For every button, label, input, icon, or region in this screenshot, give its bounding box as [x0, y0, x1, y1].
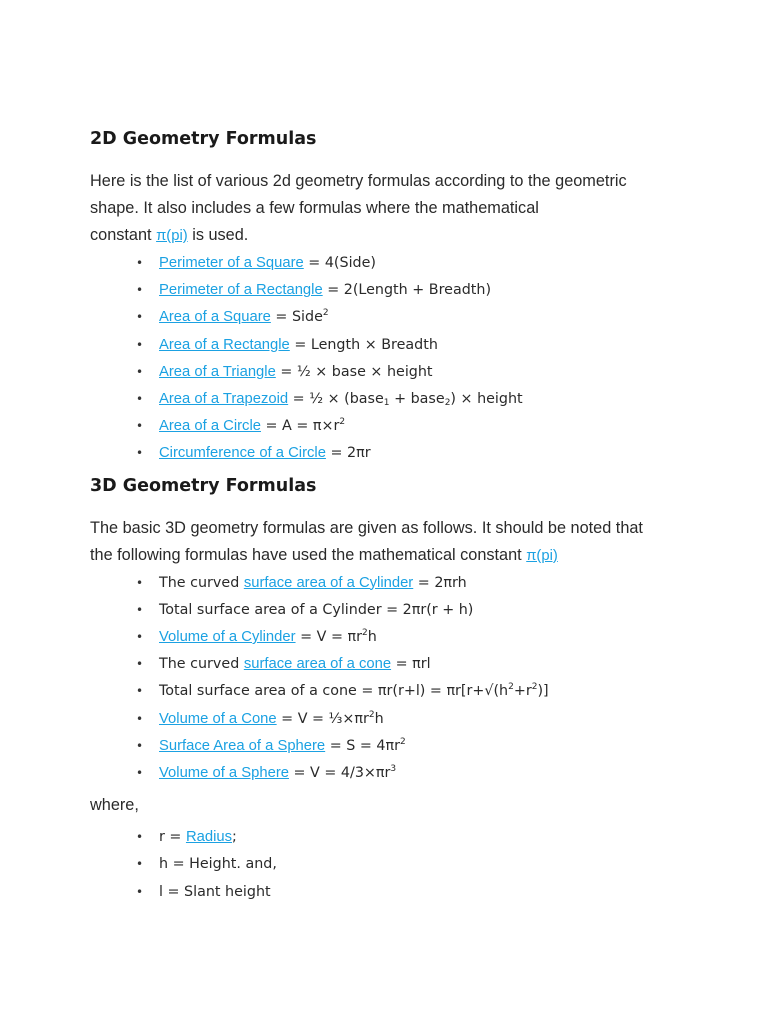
formula-text: + base [389, 391, 445, 408]
pi-link[interactable]: π(pi) [526, 547, 558, 564]
surface-area-sphere-link[interactable]: Surface Area of a Sphere [159, 737, 326, 754]
intro-3d-paragraph [90, 515, 680, 570]
area-circle-link[interactable]: Area of a Circle [159, 418, 261, 435]
formula-text: = V = πr [295, 629, 362, 646]
list-item [159, 624, 680, 651]
list-item [159, 277, 680, 304]
subscript: 2 [444, 398, 451, 409]
pi-link[interactable]: π(pi) [156, 228, 188, 244]
intro-2d-line3-pre: constant [90, 226, 157, 244]
formula-text: Total surface area of a Cylinder = 2πr(r + h) [159, 601, 474, 618]
volume-cone-link[interactable]: Volume of a Cone [159, 710, 277, 727]
formula-text: = Side [270, 309, 323, 326]
circumference-circle-link[interactable]: Circumference of a Circle [159, 445, 326, 462]
intro-2d-line1: Here is the list of various 2d geometry formulas according to the geometric [90, 172, 627, 190]
superscript: 2 [339, 417, 346, 428]
formula-text: = Length × Breadth [289, 336, 438, 353]
intro-3d-line2-pre: the following formulas have used the mathematical constant [90, 545, 527, 564]
formula-text: h [374, 710, 384, 727]
formula-text: = S = 4πr [325, 737, 400, 754]
where-label: where, [90, 796, 139, 815]
formula-text: h = Height. and, [159, 856, 277, 873]
intro-2d-line3-post: is used. [187, 226, 249, 244]
intro-3d-line1: The basic 3D geometry formulas are given as follows. It should be noted that [90, 518, 643, 537]
formula-text: = πrl [391, 656, 431, 673]
formula-text: h [367, 629, 377, 646]
formula-text: = A = π×r [260, 418, 340, 435]
list-item [159, 879, 680, 906]
formula-text: = ½ × base × height [275, 363, 433, 380]
list-item [159, 304, 680, 331]
subscript: 1 [383, 398, 390, 409]
formula-text: = V = ⅓×πr [276, 710, 369, 727]
list-item [159, 678, 680, 705]
formula-text: Total surface area of a cone = πr(r+l) = πr[r+√(h [159, 683, 509, 700]
list-item [159, 386, 680, 413]
formula-text: = ½ × (base [288, 391, 384, 408]
list-variable-definitions [90, 824, 680, 906]
superscript: 2 [322, 308, 329, 319]
formula-text: = 4(Side) [303, 255, 377, 271]
perimeter-rectangle-link[interactable]: Perimeter of a Rectangle [159, 282, 323, 299]
formula-text: )] [537, 683, 549, 700]
formula-text: = 2(Length + Breadth) [322, 282, 492, 299]
list-item [159, 651, 680, 678]
area-rectangle-link[interactable]: Area of a Rectangle [159, 336, 290, 353]
list-item [159, 597, 680, 624]
superscript: 2 [508, 682, 514, 693]
curved-surface-area-cone-link[interactable]: surface area of a cone [243, 656, 392, 673]
formula-text: The curved [159, 656, 244, 673]
list-item [159, 706, 680, 733]
formula-text: l = Slant height [159, 883, 271, 900]
heading-2d-formulas: 2D Geometry Formulas [90, 129, 317, 149]
area-triangle-link[interactable]: Area of a Triangle [159, 363, 276, 380]
list-item [159, 851, 680, 878]
superscript: 2 [399, 736, 406, 747]
list-item [159, 570, 680, 597]
area-square-link[interactable]: Area of a Square [159, 309, 271, 326]
formula-text: = V = 4/3×πr [288, 765, 391, 782]
intro-2d-paragraph [90, 168, 680, 250]
list-item [159, 733, 680, 760]
intro-2d-line2: shape. It also includes a few formulas where the mathematical [90, 199, 539, 217]
formula-text: The curved [159, 574, 244, 591]
list-item [159, 760, 680, 787]
perimeter-square-link[interactable]: Perimeter of a Square [159, 255, 304, 271]
formula-text: ) × height [450, 391, 523, 408]
list-3d-formulas [90, 570, 680, 788]
formula-text: r = [159, 829, 186, 846]
list-item [159, 332, 680, 359]
superscript: 2 [531, 682, 538, 693]
formula-text: = 2πrh [413, 574, 467, 591]
list-item [159, 250, 680, 277]
area-trapezoid-link[interactable]: Area of a Trapezoid [159, 391, 289, 408]
article-content [90, 124, 680, 906]
superscript: 2 [368, 709, 375, 720]
curved-surface-area-cylinder-link[interactable]: surface area of a Cylinder [243, 574, 414, 591]
formula-text: = 2πr [325, 445, 371, 462]
heading-3d-formulas: 3D Geometry Formulas [90, 475, 317, 496]
list-2d-formulas [90, 250, 680, 468]
radius-link[interactable]: Radius [185, 829, 233, 846]
list-item [159, 440, 680, 467]
volume-sphere-link[interactable]: Volume of a Sphere [159, 765, 289, 782]
formula-text: +r [513, 683, 532, 700]
superscript: 2 [361, 628, 368, 639]
list-item [159, 413, 680, 440]
list-item [159, 359, 680, 386]
volume-cylinder-link[interactable]: Volume of a Cylinder [159, 629, 296, 646]
formula-text: ; [232, 829, 237, 846]
list-item [159, 824, 680, 851]
superscript: 3 [390, 764, 397, 775]
